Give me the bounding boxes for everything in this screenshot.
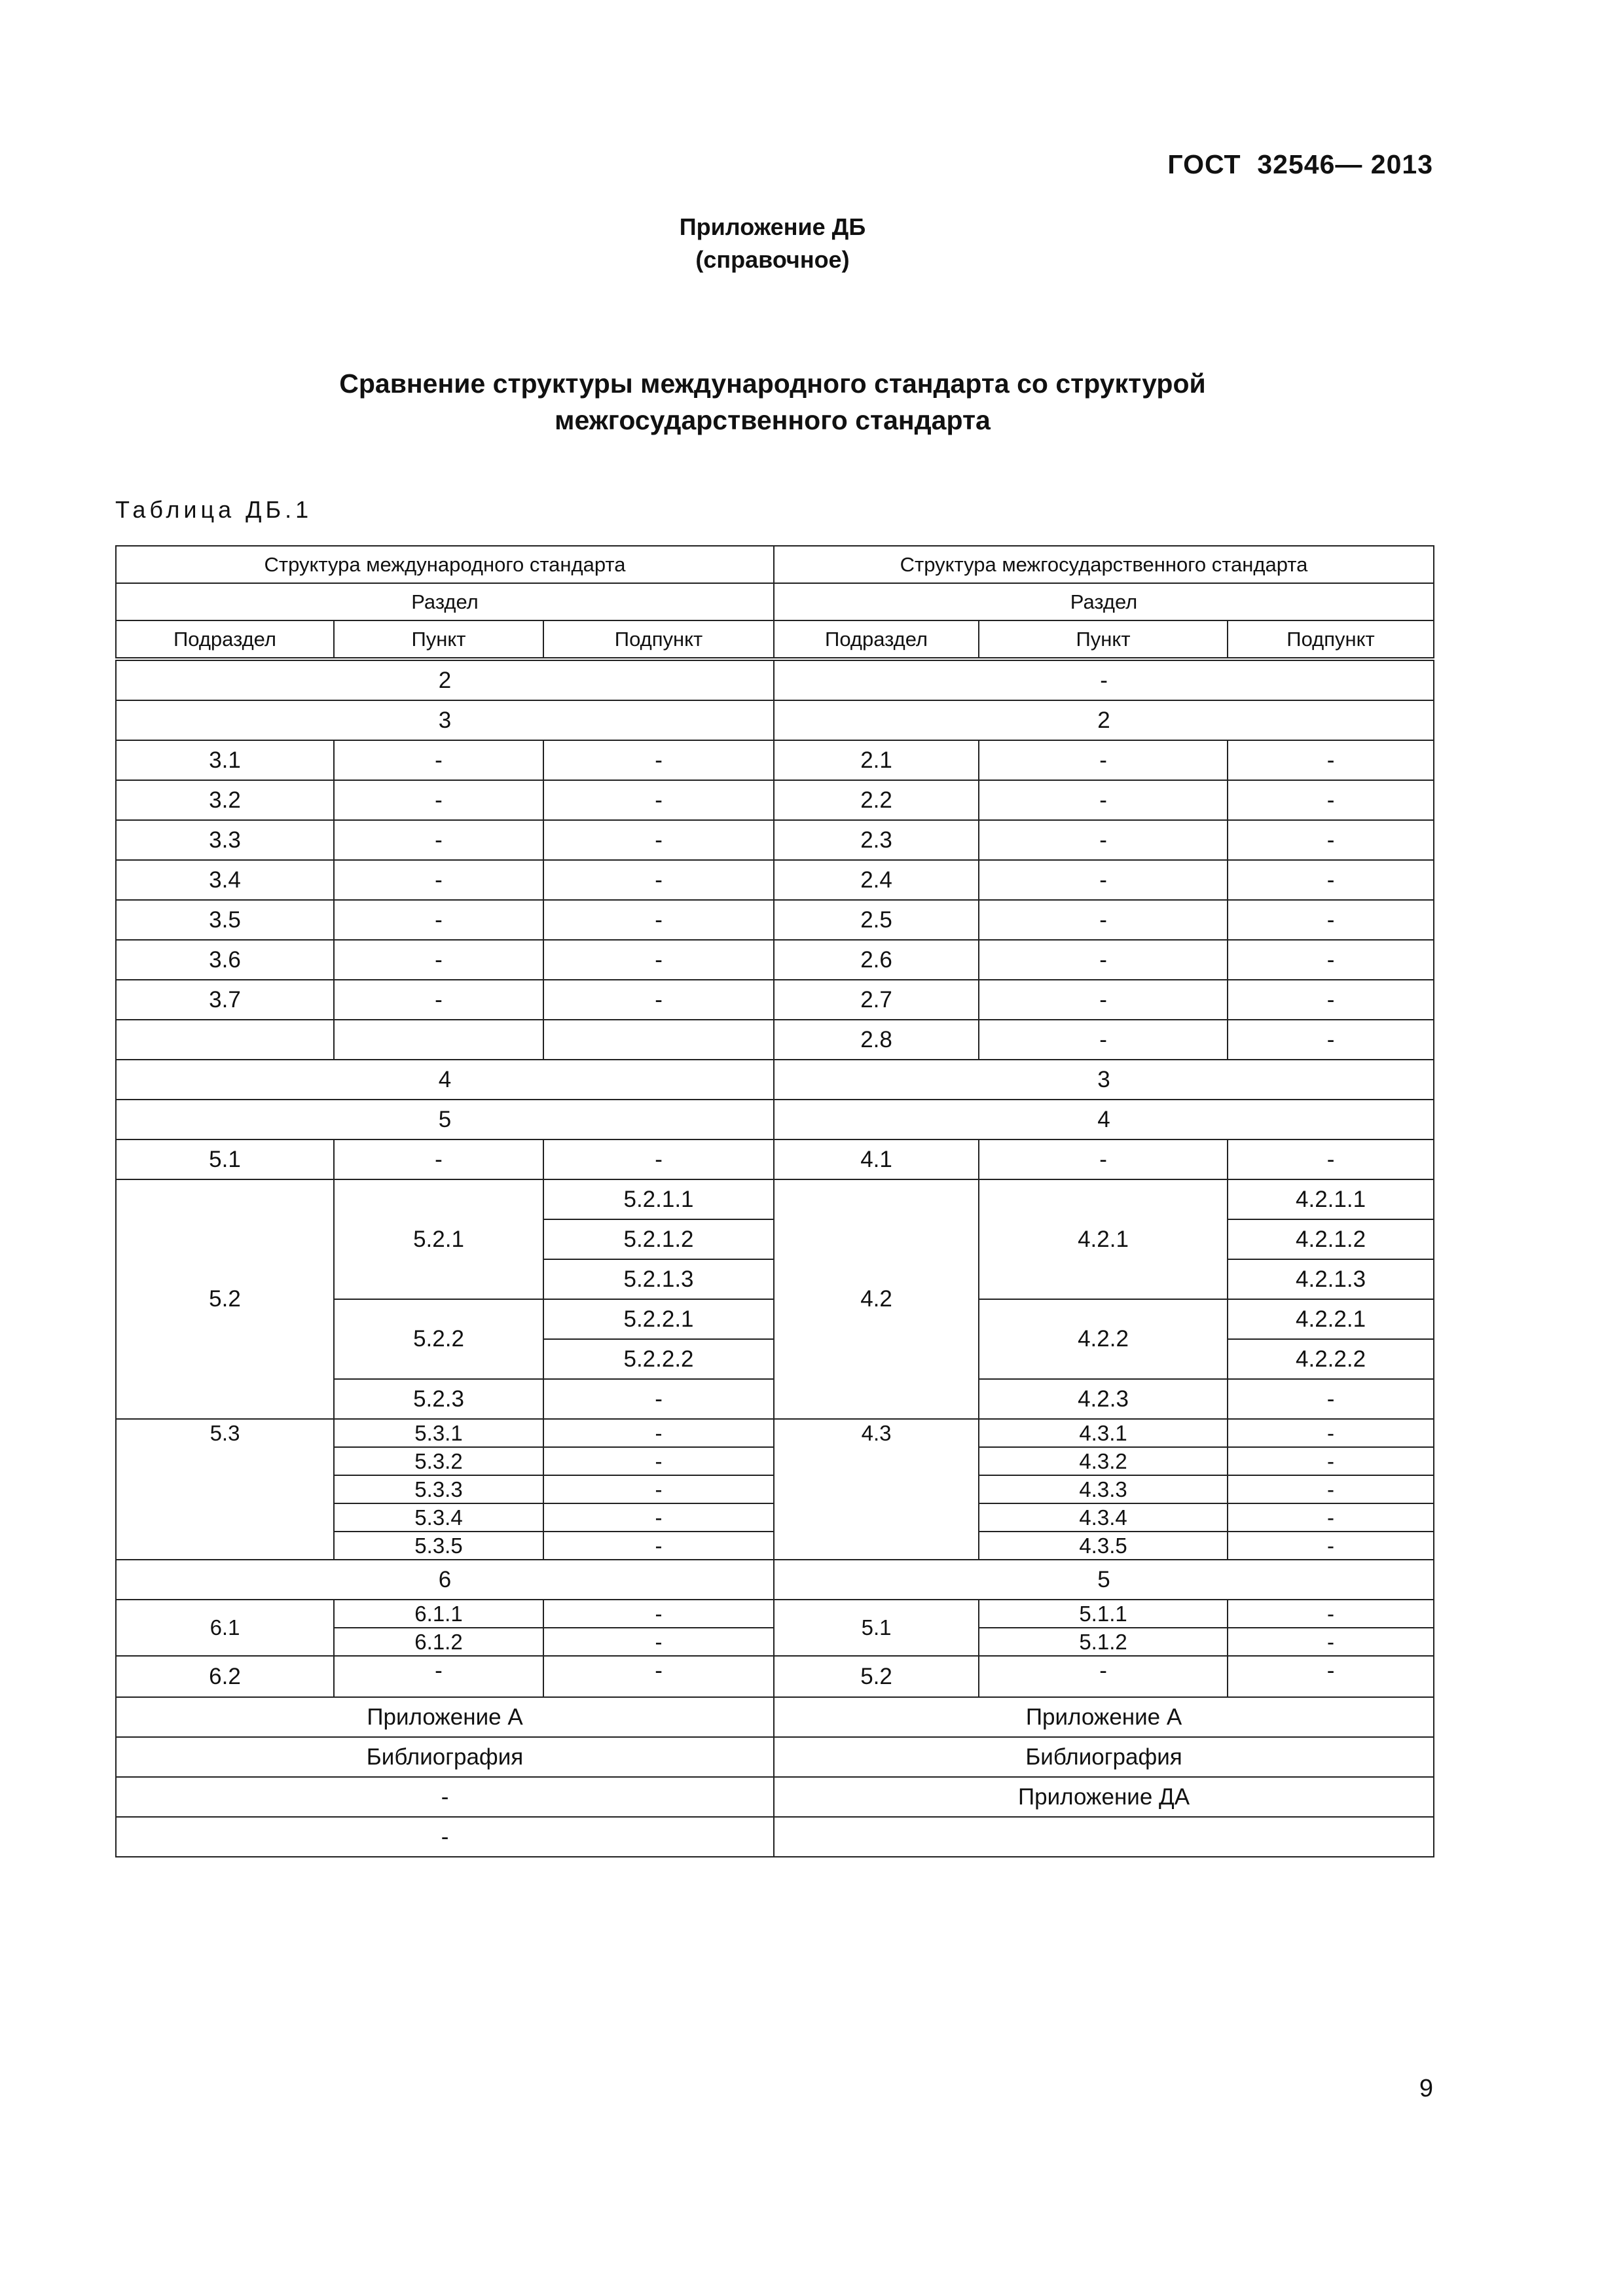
table-cell: -: [334, 780, 543, 820]
appendix-a-row: [116, 1697, 1434, 1737]
page-title: [0, 365, 1545, 439]
header-clause-right: Пункт: [979, 620, 1228, 659]
page-number: 9: [1419, 2075, 1433, 2102]
section-cell: 3: [774, 1060, 1434, 1100]
table-cell: -: [1228, 820, 1434, 860]
table-cell: -: [1228, 900, 1434, 940]
table-row: [116, 1600, 1434, 1628]
appendix-da-row: [116, 1777, 1434, 1817]
table-row: [116, 940, 1434, 980]
header-intl-standard: Структура международного стандарта: [116, 546, 774, 583]
clause-cell: 5.3.3: [334, 1475, 543, 1503]
clause-cell: 4.3.3: [979, 1475, 1228, 1503]
clause-cell: 5.3.4: [334, 1503, 543, 1532]
annex-title: Приложение ДБ: [679, 213, 866, 240]
clause-cell: 4.2.3: [979, 1379, 1228, 1419]
table-label: Таблица ДБ.1: [115, 496, 313, 523]
table-cell: 2.8: [774, 1020, 979, 1060]
header-subclause-left: Подпункт: [543, 620, 774, 659]
section-row-5: [116, 1100, 1434, 1139]
section-row-4: [116, 1060, 1434, 1100]
subclause-cell: 5.2.1.2: [543, 1219, 774, 1259]
table-cell: [116, 1020, 334, 1060]
header-section-right: Раздел: [774, 583, 1434, 620]
section-cell: 2: [774, 700, 1434, 740]
subclause-cell: 4.2.1.2: [1228, 1219, 1434, 1259]
section-cell: 6: [116, 1560, 774, 1600]
clause-cell: 4.3.5: [979, 1532, 1228, 1560]
subclause-cell: 4.2.2.1: [1228, 1299, 1434, 1339]
subclause-cell: 4.2.2.2: [1228, 1339, 1434, 1379]
table-cell: -: [334, 980, 543, 1020]
header-clause-left: Пункт: [334, 620, 543, 659]
last-row: [116, 1817, 1434, 1857]
header-row-columns: [116, 620, 1434, 659]
subclause-cell: 4.2.1.3: [1228, 1259, 1434, 1299]
page-title-line-1: Сравнение структуры международного стандарта со структурой: [339, 368, 1206, 399]
table-row: [116, 860, 1434, 900]
table-row: [116, 740, 1434, 780]
clause-cell: 4.3.2: [979, 1447, 1228, 1475]
subclause-cell: 5.2.1.3: [543, 1259, 774, 1299]
subclause-cell: 5.2.2.2: [543, 1339, 774, 1379]
table-cell: -: [1228, 1656, 1434, 1697]
table-cell: 5.1: [116, 1139, 334, 1179]
table-cell: -: [334, 740, 543, 780]
section-cell: 3: [116, 700, 774, 740]
table-cell: 3.6: [116, 940, 334, 980]
table-cell: 2.6: [774, 940, 979, 980]
clause-cell: 4.3.1: [979, 1419, 1228, 1447]
subsection-cell: 4.3: [774, 1419, 979, 1560]
table-cell: -: [1228, 1139, 1434, 1179]
section-row-2: [116, 659, 1434, 700]
table-cell: 3.4: [116, 860, 334, 900]
section-row-3: [116, 700, 1434, 740]
table-row: [116, 1656, 1434, 1697]
subsection-cell: 6.1: [116, 1600, 334, 1656]
table-row: [116, 820, 1434, 860]
subsection-cell: 4.2: [774, 1179, 979, 1419]
clause-cell: 5.3.1: [334, 1419, 543, 1447]
header-subsection-right: Подраздел: [774, 620, 979, 659]
clause-cell: 5.3.2: [334, 1447, 543, 1475]
clause-cell: 4.2.1: [979, 1179, 1228, 1299]
table-cell: 3.3: [116, 820, 334, 860]
table-cell: -: [979, 940, 1228, 980]
table-cell: -: [334, 820, 543, 860]
table-row: [116, 1139, 1434, 1179]
table-cell: 4.1: [774, 1139, 979, 1179]
table-cell: -: [334, 860, 543, 900]
table-cell: -: [1228, 1020, 1434, 1060]
subclause-cell: 5.2.1.1: [543, 1179, 774, 1219]
table-cell: -: [979, 780, 1228, 820]
section-cell: Приложение А: [774, 1697, 1434, 1737]
table-cell: 6.2: [116, 1656, 334, 1697]
table-cell: -: [543, 980, 774, 1020]
subclause-cell: 5.2.2.1: [543, 1299, 774, 1339]
section-cell: Библиография: [774, 1737, 1434, 1777]
table-cell: -: [543, 900, 774, 940]
table-cell: 3.2: [116, 780, 334, 820]
subclause-cell: -: [1228, 1419, 1434, 1447]
subclause-cell: -: [1228, 1447, 1434, 1475]
table-cell: -: [979, 900, 1228, 940]
subclause-cell: -: [543, 1447, 774, 1475]
table-cell: -: [543, 860, 774, 900]
table-row: [116, 900, 1434, 940]
section-cell: Приложение ДА: [774, 1777, 1434, 1817]
table-cell: -: [543, 940, 774, 980]
table-cell: 2.5: [774, 900, 979, 940]
subclause-cell: -: [543, 1532, 774, 1560]
subsection-cell: 5.3: [116, 1419, 334, 1560]
table-row: [116, 1419, 1434, 1447]
table-cell: -: [1228, 980, 1434, 1020]
table-cell: 3.1: [116, 740, 334, 780]
section-cell: 4: [774, 1100, 1434, 1139]
section-cell: 5: [116, 1100, 774, 1139]
table-cell: -: [1228, 940, 1434, 980]
table-cell: -: [1228, 740, 1434, 780]
header-subclause-right: Подпункт: [1228, 620, 1434, 659]
subclause-cell: -: [543, 1503, 774, 1532]
bibliography-row: [116, 1737, 1434, 1777]
table-cell: -: [543, 1139, 774, 1179]
table-row: [116, 1020, 1434, 1060]
annex-note: (справочное): [695, 246, 850, 273]
table-cell: -: [979, 820, 1228, 860]
table-cell: -: [543, 820, 774, 860]
subsection-cell: 5.1: [774, 1600, 979, 1656]
subclause-cell: -: [1228, 1600, 1434, 1628]
clause-cell: 5.2.3: [334, 1379, 543, 1419]
table-cell: -: [1228, 780, 1434, 820]
table-cell: -: [334, 940, 543, 980]
section-cell: -: [116, 1817, 774, 1857]
table-cell: -: [334, 1656, 543, 1697]
section-cell: [774, 1817, 1434, 1857]
clause-cell: 5.1.1: [979, 1600, 1228, 1628]
table-cell: 2.4: [774, 860, 979, 900]
structure-comparison-table: [115, 545, 1434, 1857]
subclause-cell: -: [543, 1628, 774, 1656]
table-cell: -: [979, 1656, 1228, 1697]
table-cell: -: [543, 780, 774, 820]
subclause-cell: -: [543, 1379, 774, 1419]
table-cell: 3.7: [116, 980, 334, 1020]
table-cell: 3.5: [116, 900, 334, 940]
table-cell: -: [979, 1139, 1228, 1179]
clause-cell: 5.3.5: [334, 1532, 543, 1560]
table-cell: -: [334, 900, 543, 940]
subclause-cell: -: [543, 1475, 774, 1503]
table-row: [116, 1179, 1434, 1219]
section-cell: Приложение А: [116, 1697, 774, 1737]
clause-cell: 6.1.1: [334, 1600, 543, 1628]
header-row-standards: [116, 546, 1434, 583]
header-subsection-left: Подраздел: [116, 620, 334, 659]
table-cell: -: [1228, 860, 1434, 900]
subsection-cell: 5.2: [116, 1179, 334, 1419]
header-section-left: Раздел: [116, 583, 774, 620]
subclause-cell: 4.2.1.1: [1228, 1179, 1434, 1219]
table-cell: -: [979, 860, 1228, 900]
clause-cell: 5.2.2: [334, 1299, 543, 1379]
table-cell: 2.7: [774, 980, 979, 1020]
table-row: [116, 780, 1434, 820]
page-title-line-2: межгосударственного стандарта: [555, 405, 991, 435]
clause-cell: 6.1.2: [334, 1628, 543, 1656]
table-row: [116, 980, 1434, 1020]
subclause-cell: -: [1228, 1628, 1434, 1656]
clause-cell: 4.3.4: [979, 1503, 1228, 1532]
header-interstate-standard: Структура межгосударственного стандарта: [774, 546, 1434, 583]
table-cell: -: [543, 1656, 774, 1697]
clause-cell: 5.2.1: [334, 1179, 543, 1299]
clause-cell: 5.1.2: [979, 1628, 1228, 1656]
table-cell: 2.2: [774, 780, 979, 820]
table-cell: -: [334, 1139, 543, 1179]
section-row-6: [116, 1560, 1434, 1600]
section-cell: -: [774, 659, 1434, 700]
subclause-cell: -: [1228, 1503, 1434, 1532]
section-cell: Библиография: [116, 1737, 774, 1777]
table-cell: [543, 1020, 774, 1060]
table-cell: -: [979, 1020, 1228, 1060]
table-cell: 2.1: [774, 740, 979, 780]
document-code: ГОСТ 32546— 2013: [1167, 149, 1433, 179]
subclause-cell: -: [543, 1600, 774, 1628]
table-cell: [334, 1020, 543, 1060]
table-cell: -: [979, 740, 1228, 780]
header-row-section: [116, 583, 1434, 620]
section-cell: 2: [116, 659, 774, 700]
table-cell: -: [979, 980, 1228, 1020]
section-cell: -: [116, 1777, 774, 1817]
section-cell: 4: [116, 1060, 774, 1100]
subclause-cell: -: [1228, 1379, 1434, 1419]
subclause-cell: -: [543, 1419, 774, 1447]
section-cell: 5: [774, 1560, 1434, 1600]
table-cell: 2.3: [774, 820, 979, 860]
clause-cell: 4.2.2: [979, 1299, 1228, 1379]
subclause-cell: -: [1228, 1475, 1434, 1503]
table-cell: -: [543, 740, 774, 780]
subclause-cell: -: [1228, 1532, 1434, 1560]
table-cell: 5.2: [774, 1656, 979, 1697]
annex-heading: [0, 211, 1545, 276]
